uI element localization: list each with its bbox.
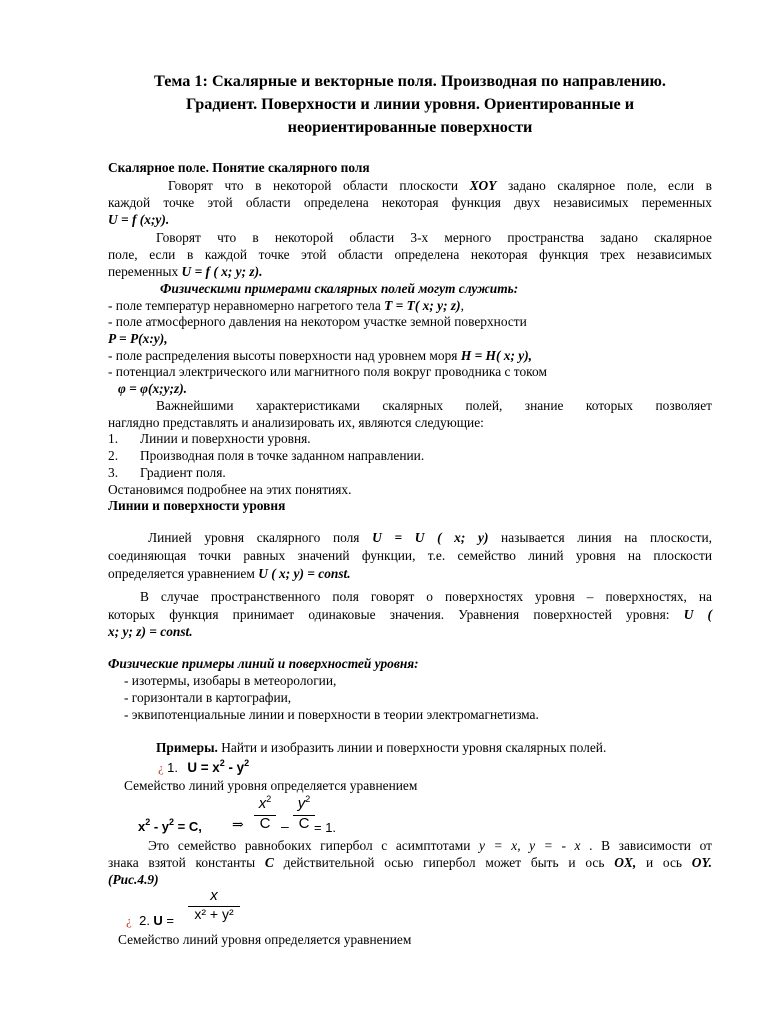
paragraph-1-line-2: каждой точке этой области определена некоторая функция двух независимых переменных [108,195,712,210]
fraction-minus: – [281,818,289,834]
fraction-1-numerator: $x^2$ [258,794,272,812]
example-2-header: ¿ 2. U = [126,913,174,928]
title-line-2: Градиент. Поверхности и линии уровня. Ориентированные и [185,95,635,113]
example-potential-field: - потенциал электрического или магнитного поля вокруг проводника с током [108,364,547,379]
list-item: 1. Линии и поверхности уровня. [108,431,311,446]
example-marker: ¿ [158,760,164,775]
example-1-family-text: Семейство линий уровня определяется уравнением [124,778,418,793]
list-item: - эквипотенциальные линии и поверхности в теории электромагнетизма. [124,707,539,722]
level-surface-line-2: которых функция принимает одинаковые значения. Уравнения поверхностей уровня: U ( [108,607,713,622]
example-marker: ¿ [126,913,132,928]
figure-reference: (Рис.4.9) [108,872,159,887]
hyperbola-description-line-2: знака взятой константы C действительной осью гипербол может быть и ось OX, и ось OY. [108,855,712,870]
example-1-header: ¿ 1. $U = x^2 - y^2$ [158,758,250,775]
fraction-2-numerator: $y^2$ [297,794,311,812]
formula-u-f-xy: U = f (x;y). [108,212,170,227]
fraction-1-denominator: C [259,815,271,832]
title-line-1: Тема 1: Скалярные и векторные поля. Производная по направлению. [154,72,666,90]
example-temperature-field: - поле температур неравномерно нагретого тела T = T( x; y; z), [108,298,464,313]
formula-phi: φ = φ(x;y;z). [118,381,188,396]
list-item: 3. Градиент поля. [108,465,226,480]
list-item: - горизонтали в картографии, [124,690,292,705]
paragraph-2-line-2: поле, если в каждой точке этой области определена некоторая функция трех независимых [108,247,712,262]
title-line-3: неориентированные поверхности [287,118,533,136]
formula-p: P = P(x:y), [108,331,168,346]
paragraph-3-line-1: Важнейшими характеристиками скалярных полей, знание которых позволяет [156,398,712,413]
paragraph-2-line-1: Говорят что в некоторой области 3-х мерного пространства задано скалярное [156,230,712,245]
level-line-definition-line-2: соединяющая точки равных значений функции, т.е. семейство линий уровня на плоскости [108,548,712,563]
fraction-2-denominator: C [298,815,310,832]
equals-one: = 1. [314,820,337,835]
level-line-definition-line-1: Линией уровня скалярного поля U = U ( x; y) называется линия на плоскости, [148,530,713,545]
list-item: 2. Производная поля в точке заданном направлении. [108,448,425,463]
section-heading-scalar-field: Скалярное поле. Понятие скалярного поля [108,160,370,175]
level-line-definition-line-3: определяется уравнением U ( x; y) = const. [108,566,351,581]
physical-examples-heading: Физическими примерами скалярных полей могут служить: [160,281,519,296]
hyperbola-description-line-1: Это семейство равнобоких гипербол с асимптотами y = x, y = - x . В зависимости от [148,838,712,853]
closing-line: Остановимся подробнее на этих понятиях. [108,482,352,497]
physical-level-examples-heading: Физические примеры линий и поверхностей уровня: [108,656,419,671]
level-surface-formula: x; y; z) = const. [108,624,193,639]
paragraph-1-line-1: Говорят что в некоторой области плоскости XOY задано скалярное поле, если в [168,178,713,193]
list-item: - изотермы, изобары в метеорологии, [124,673,337,688]
implies-symbol: ⇒ [232,818,244,833]
example-2-denominator: x² + y² [194,906,234,922]
example-1-equation: $x^2 - y^2 = C$, [138,817,202,834]
examples-task-line: Примеры. Найти и изобразить линии и поверхности уровня скалярных полей. [156,740,607,755]
paragraph-3-line-2: наглядно представлять и анализировать их, являются следующие: [108,415,484,430]
section-heading-level-lines: Линии и поверхности уровня [108,498,286,513]
example-2-numerator: x [210,887,218,904]
level-surface-line-1: В случае пространственного поля говорят о поверхностях уровня – поверхностях, на [140,589,712,604]
example-height-field: - поле распределения высоты поверхности над уровнем моря H = H( x; y), [108,348,533,363]
paragraph-2-line-3: переменных U = f ( x; y; z). [108,264,263,279]
example-2-family-text: Семейство линий уровня определяется уравнением [118,932,412,947]
example-pressure-field: - поле атмосферного давления на некотором участке земной поверхности [108,314,527,329]
